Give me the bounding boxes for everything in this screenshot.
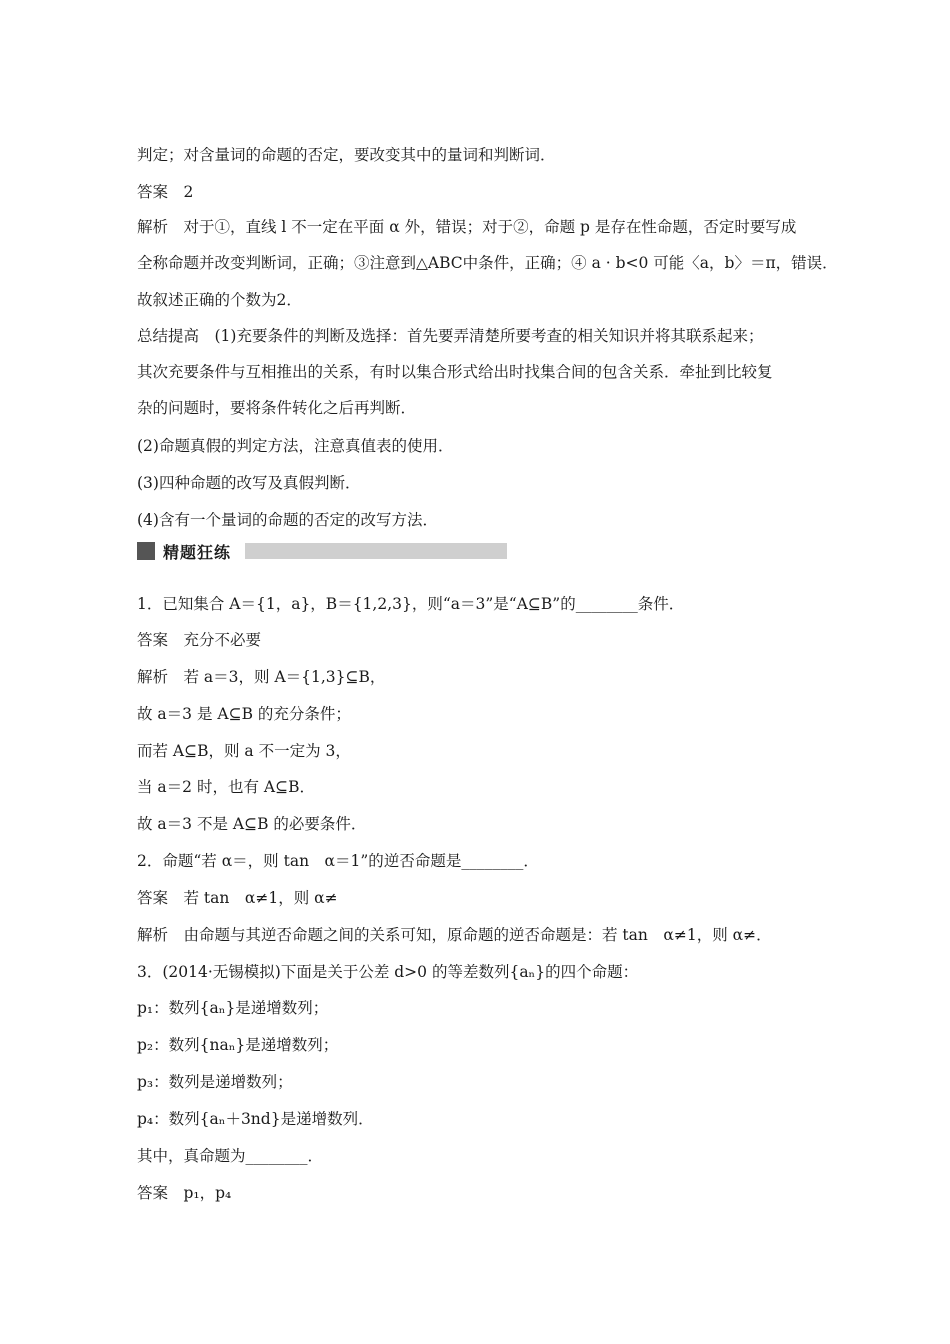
text-line: 判定；对含量词的命题的否定，要改变其中的量词和判断词．: [137, 146, 556, 164]
text-line: (2)命题真假的判定方法，注意真值表的使用．: [137, 437, 454, 455]
text-line: 故 a＝3 是 A⊆B 的充分条件；: [137, 705, 351, 723]
text-line: 当 a＝2 时，也有 A⊆B．: [137, 778, 315, 796]
text-line: 其次充要条件与互相推出的关系，有时以集合形式给出时找集合间的包含关系．牵扯到比较复: [137, 363, 773, 381]
text-line: 其中，真命题为________．: [137, 1147, 324, 1165]
section-bar: [245, 543, 507, 559]
section-header: [137, 540, 507, 562]
text-line: (3)四种命题的改写及真假判断．: [137, 474, 361, 492]
summary-line: 总结提高 (1)充要条件的判断及选择：首先要弄清楚所要考查的相关知识并将其联系起来；: [137, 327, 764, 345]
section-square-icon: [137, 542, 155, 560]
analysis-line: 解析 若 a＝3，则 A＝{1,3}⊆B，: [137, 668, 386, 686]
question-2: 2．命题“若 α＝，则 tan α＝1”的逆否命题是________．: [137, 852, 539, 870]
proposition-p4: p₄：数列{aₙ＋3nd}是递增数列．: [137, 1110, 374, 1128]
text-line: 故 a＝3 不是 A⊆B 的必要条件．: [137, 815, 367, 833]
answer-line: 答案 p₁，p₄: [137, 1184, 232, 1202]
text-line: (4)含有一个量词的命题的否定的改写方法．: [137, 511, 438, 529]
analysis-line: 解析 由命题与其逆否命题之间的关系可知，原命题的逆否命题是：若 tan α≠1，则 α≠．: [137, 926, 772, 944]
proposition-p1: p₁：数列{aₙ}是递增数列；: [137, 999, 329, 1017]
proposition-p3: p₃：数列是递增数列；: [137, 1073, 293, 1091]
section-title: 精题狂练: [163, 542, 232, 562]
answer-line: 答案 2: [137, 183, 194, 201]
text-line: 全称命题并改变判断词，正确；③注意到△ABC中条件，正确；④ a · b<0 可能〈a，b〉＝π，错误．: [137, 254, 838, 272]
text-line: 故叙述正确的个数为2．: [137, 291, 302, 309]
answer-line: 答案 若 tan α≠1，则 α≠: [137, 889, 338, 907]
proposition-p2: p₂：数列{naₙ}是递增数列；: [137, 1036, 339, 1054]
question-3: 3．(2014·无锡模拟)下面是关于公差 d>0 的等差数列{aₙ}的四个命题：: [137, 963, 639, 981]
text-line: 而若 A⊆B，则 a 不一定为 3，: [137, 742, 351, 760]
question-1: 1．已知集合 A＝{1，a}，B＝{1,2,3}，则“a＝3”是“A⊆B”的________条件．: [137, 595, 685, 613]
analysis-line: 解析 对于①，直线 l 不一定在平面 α 外，错误；对于②，命题 p 是存在性命题，否定时要写成: [137, 218, 797, 236]
text-line: 杂的问题时，要将条件转化之后再判断．: [137, 399, 417, 417]
answer-line: 答案 充分不必要: [137, 631, 262, 649]
